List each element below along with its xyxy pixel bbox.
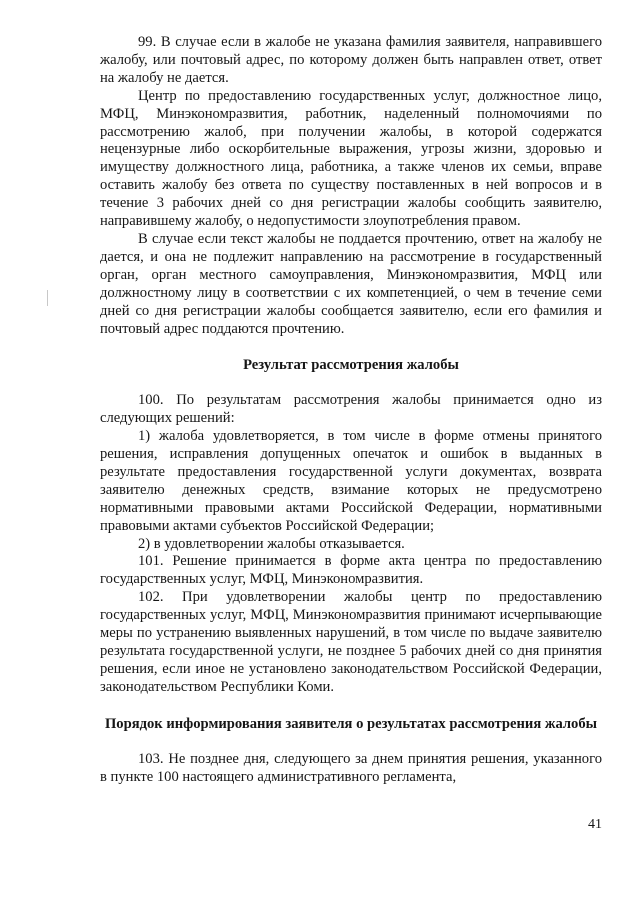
paragraph-offensive-complaint: Центр по предоставлению государственных услуг, должностное лицо, МФЦ, Минэкономразвития, работник, наделенный полномочиями по рассмотрению жалоб, при получении жалобы, в которой содержатся нецензурные либо оскорбительные выражения, угрозы жизни, здоровью и имуществу должностного лица, работника, а также членов их семьи, вправе оставить жалобу без ответа по существу поставленных в ней вопросов и в течение 3 рабочих дней со дня регистрации жалобы сообщить заявителю, направившему жалобу, о недопустимости злоупотребления правом. [100,87,602,230]
scan-margin-mark [47,290,48,306]
paragraph-unreadable-complaint: В случае если текст жалобы не поддается прочтению, ответ на жалобу не дается, и она не подлежит направлению на рассмотрение в государственный орган, орган местного самоуправления, Минэкономразвития, МФЦ или должностному лицу в соответствии с их компетенцией, о чем в течение семи дней со дня регистрации жалобы сообщается заявителю, если его фамилия и почтовый адрес поддаются прочтению. [100,230,602,337]
paragraph-99: 99. В случае если в жалобе не указана фамилия заявителя, направившего жалобу, или почтовый адрес, по которому должен быть направлен ответ, ответ на жалобу не дается. [100,34,602,86]
paragraph-100-item-2: 2) в удовлетворении жалобы отказывается. [138,535,405,552]
paragraph-103: 103. Не позднее дня, следующего за днем принятия решения, указанного в пункте 100 настоящего административного регламента, [100,750,602,785]
paragraph-102: 102. При удовлетворении жалобы центр по предоставлению государственных услуг, МФЦ, Минэкономразвития принимают исчерпывающие меры по устранению выявленных нарушений, в том числе по выдаче заявителю результата государственной услуги, не позднее 5 рабочих дней со дня принятия решения, если иное не установлено законодательством Российской Федерации, законодательством Республики Коми. [100,589,602,695]
paragraph-101: 101. Решение принимается в форме акта центра по предоставлению государственных услуг, МФЦ, Минэкономразвития. [100,553,602,588]
paragraph-100-item-1: 1) жалоба удовлетворяется, в том числе в форме отмены принятого решения, исправления допущенных опечаток и ошибок в выданных в результате предоставления государственной услуги документах, возврата заявителю денежных средств, взимание которых не предусмотрено нормативными правовыми актами Российской Федерации, нормативными правовыми актами субъектов Российской Федерации; [100,428,602,534]
heading-result: Результат рассмотрения жалобы [243,357,459,374]
paragraph-100: 100. По результатам рассмотрения жалобы принимается одно из следующих решений: [100,392,602,427]
page-number: 41 [588,817,602,832]
heading-inform: Порядок информирования заявителя о результатах рассмотрения жалобы [104,715,598,732]
